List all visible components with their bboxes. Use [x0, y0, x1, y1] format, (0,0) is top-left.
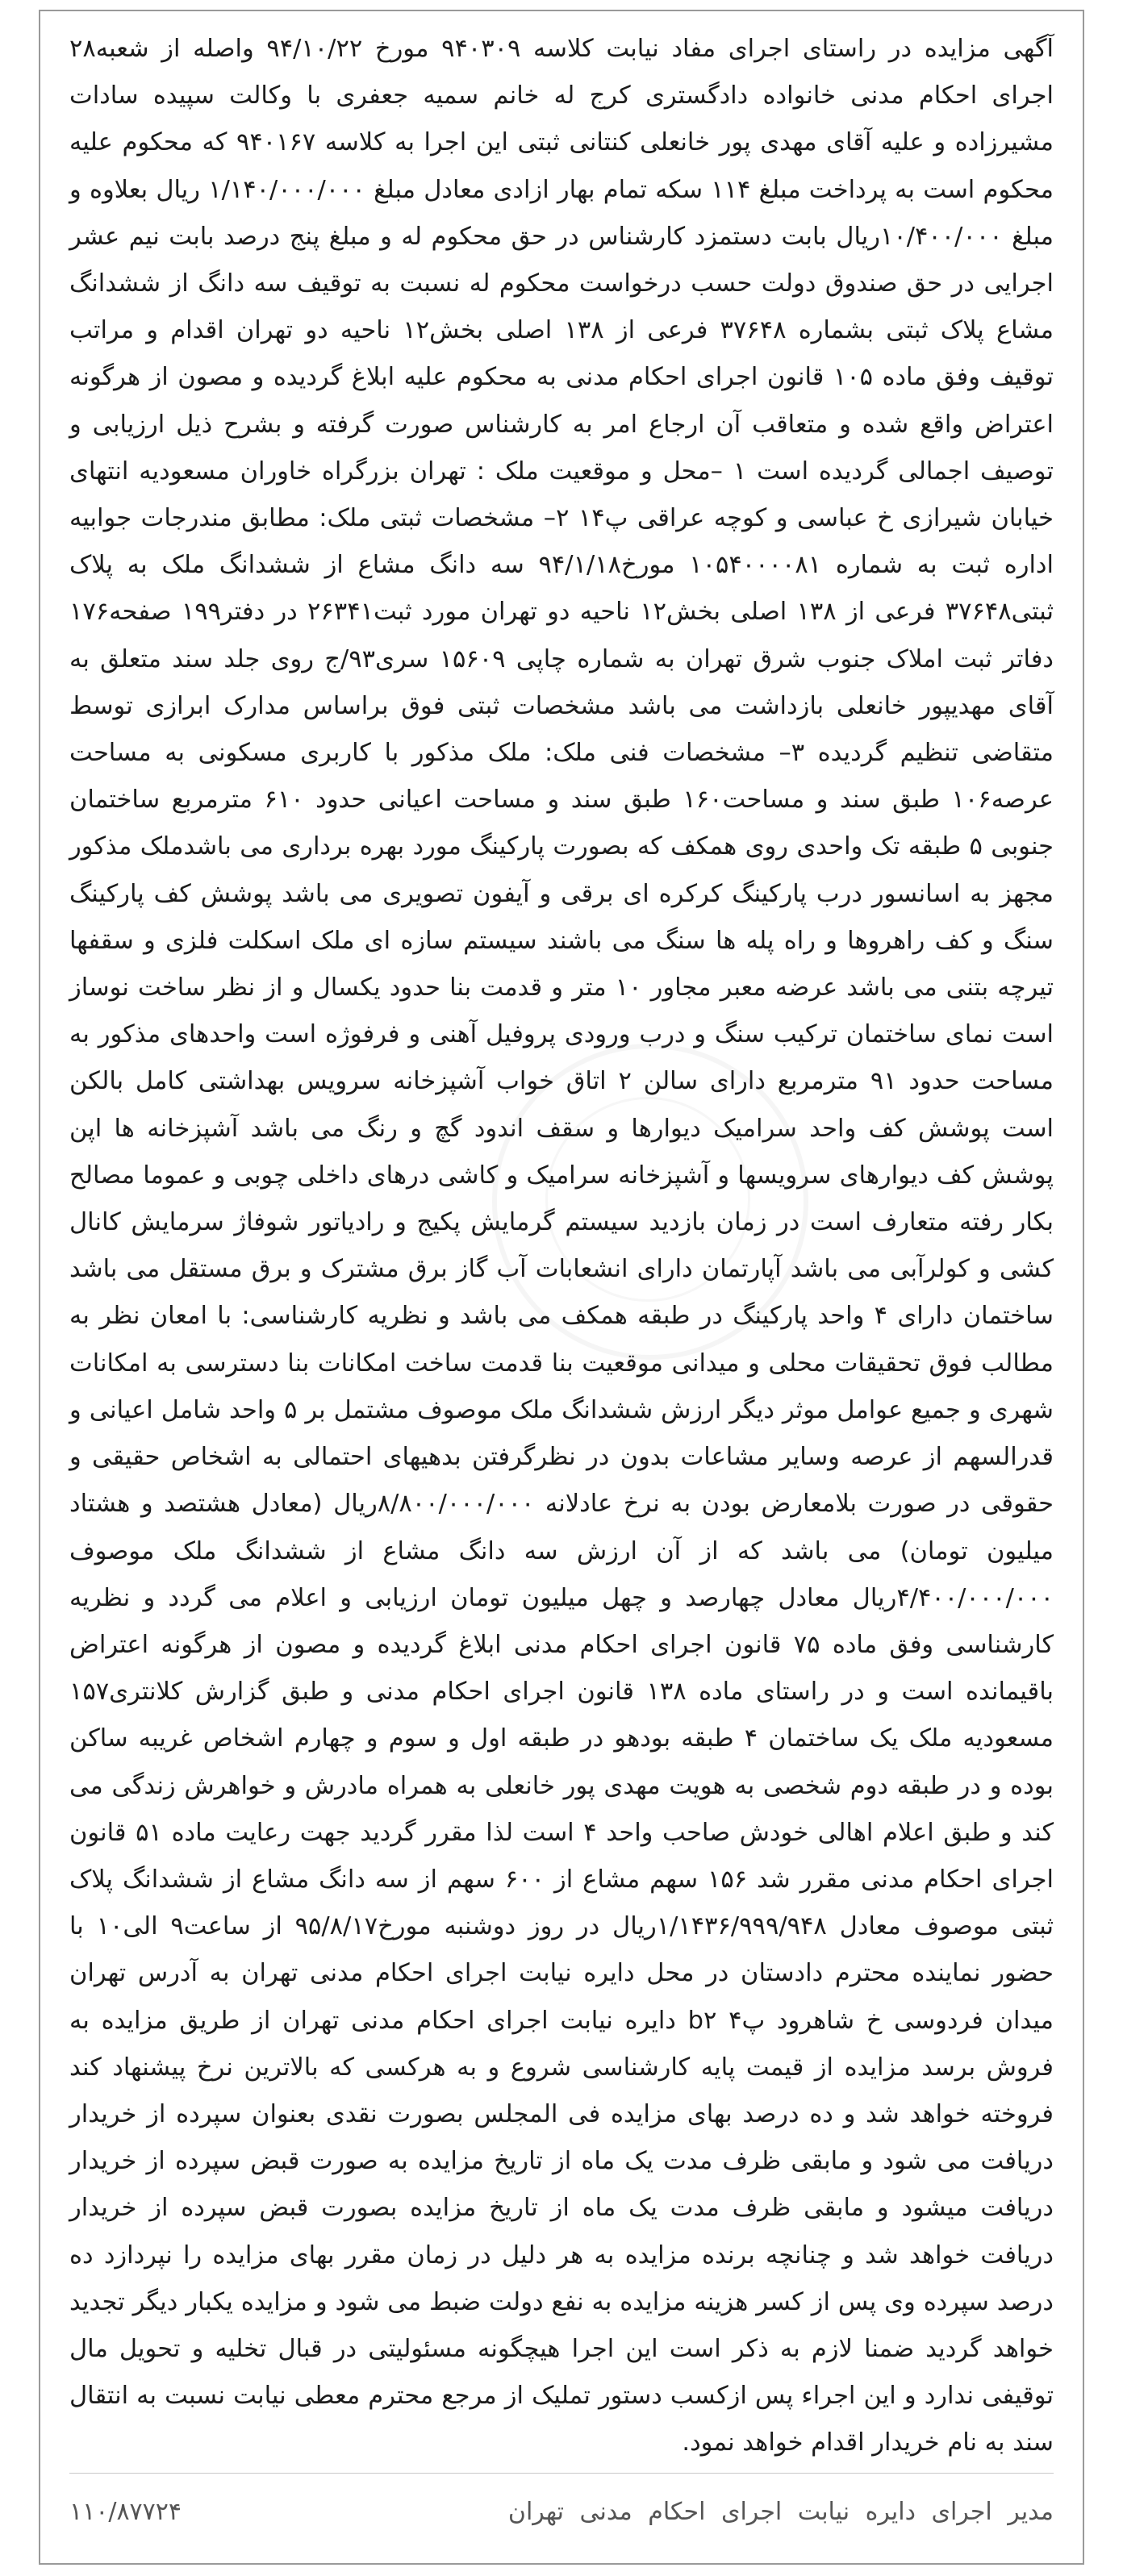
notice-footer [69, 2487, 1054, 2536]
notice-body [69, 26, 1054, 2467]
footer-divider [69, 2473, 1054, 2474]
footer-signature: مدیر اجرای دایره نیابت اجرای احکام مدنی تهران [507, 2497, 1054, 2526]
notice-body-text: آگهی مزایده در راستای اجرای مفاد نیابت کلاسه ۹۴۰۳۰۹ مورخ ۹۴/۱۰/۲۲ واصله از شعبه۲۸ اجرای احکام مدنی خانواده دادگستری کرج له خانم سمیه جعفری با وکالت سپیده سادات مشیرزاده و علیه آقای مهدی پور خانعلی کنتانی ثبتی این اجرا به کلاسه ۹۴۰۱۶۷ که محکوم علیه محکوم است به پرداخت مبلغ ۱۱۴ سکه تمام بهار ازادی معادل مبلغ ۱/۱۴۰/۰۰۰/۰۰۰ ریال بعلاوه و مبلغ ۱۰/۴۰۰/۰۰۰ریال بابت دستمزد کارشناس در حق محکوم له و مبلغ پنج درصد بابت نیم عشر اجرایی در حق صندوق دولت حسب درخواست محکوم له نسبت به توقیف سه دانگ از ششدانگ مشاع پلاک ثبتی بشماره ۳۷۶۴۸ فرعی از ۱۳۸ اصلی بخش۱۲ ناحیه دو تهران اقدام و مراتب توقیف وفق ماده ۱۰۵ قانون اجرای احکام مدنی به محکوم علیه ابلاغ گردیده و مصون از هرگونه اعتراض واقع شده و متعاقب آن ارجاع امر به کارشناس صورت گرفته و بشرح ذیل ارزیابی و توصیف اجمالی گردیده است ۱ –محل و موقعیت ملک : تهران بزرگراه خاوران مسعودیه انتهای خیابان شیرازی خ عباسی و کوچه عراقی پ۱۴ ۲– مشخصات ثبتی ملک: مطابق مندرجات جوابیه اداره ثبت به شماره ۱۰۵۴۰۰۰۰۸۱ مورخ۹۴/۱/۱۸ سه دانگ مشاع از ششدانگ ملک به پلاک ثبتی۳۷۶۴۸ فرعی از ۱۳۸ اصلی بخش۱۲ ناحیه دو تهران مورد ثبت۲۶۳۴۱ در دفتر۱۹۹ صفحه۱۷۶ دفاتر ثبت املاک جنوب شرق تهران به شماره چاپی ۱۵۶۰۹ سری۹۳/ج روی جلد سند متعلق به آقای مهدیپور خانعلی بازداشت می باشد مشخصات ثبتی فوق براساس مدارک ابرازی توسط متقاضی تنظیم گردیده ۳– مشخصات فنی ملک: ملک مذکور با کاربری مسکونی به مساحت عرصه۱۰۶ طبق سند و مساحت۱۶۰ طبق سند و مساحت اعیانی حدود ۶۱۰ مترمربع ساختمان جنوبی ۵ طبقه تک واحدی روی همکف که بصورت پارکینگ مورد بهره برداری می باشدملک مذکور مجهز به اسانسور درب پارکینگ کرکره ای برقی و آیفون تصویری می باشد پوشش کف پارکینگ سنگ و کف راهروها و راه پله ها سنگ می باشند سیستم سازه ای ملک اسکلت فلزی و سقفها تیرچه بتنی می باشد عرضه معبر مجاور ۱۰ متر و قدمت بنا حدود یکسال و از نظر ساخت نوساز است نمای ساختمان ترکیب سنگ و درب ورودی پروفیل آهنی و فرفوژه است واحدهای مذکور به مساحت حدود ۹۱ مترمربع دارای سالن ۲ اتاق خواب آشپزخانه سرویس بهداشتی کامل بالکن است پوشش کف واحد سرامیک دیوارها و سقف اندود گچ و رنگ می باشد آشپزخانه ها اپن پوشش کف دیوارهای سرویسها و آشپزخانه سرامیک و کاشی درهای داخلی چوبی و عموما مصالح بکار رفته متعارف است در زمان بازدید سیستم گرمایش پکیج و رادیاتور شوفاژ سرمایش کانال کشی و کولرآبی می باشد آپارتمان دارای انشعابات آب گاز برق مشترک و برق مستقل می باشد ساختمان دارای ۴ واحد پارکینگ در طبقه همکف می باشد و نظریه کارشناسی: با امعان نظر به مطالب فوق تحقیقات محلی و میدانی موقعیت بنا قدمت ساخت امکانات بنا دسترسی به امکانات شهری و جمیع عوامل موثر دیگر ارزش ششدانگ ملک موصوف مشتمل بر ۵ واحد شامل اعیانی و قدرالسهم از عرصه وسایر مشاعات بدون در نظرگرفتن بدهیهای احتمالی به اشخاص حقیقی و حقوقی در صورت بلامعارض بودن به نرخ عادلانه ۸/۸۰۰/۰۰۰/۰۰۰ریال (معادل هشتصد و هشتاد میلیون تومان) می باشد که از آن ارزش سه دانگ مشاع از ششدانگ ملک موصوف ۴/۴۰۰/۰۰۰/۰۰۰ریال معادل چهارصد و چهل میلیون تومان ارزیابی و اعلام می گردد و نظریه کارشناسی وفق ماده ۷۵ قانون اجرای احکام مدنی ابلاغ گردیده و مصون از هرگونه اعتراض باقیمانده است و در راستای ماده ۱۳۸ قانون اجرای احکام مدنی و طبق گزارش کلانتری۱۵۷ مسعودیه ملک یک ساختمان ۴ طبقه بودهو در طبقه اول و سوم و چهارم اشخاص غریبه ساکن بوده و در طبقه دوم شخصی به هویت مهدی پور خانعلی به همراه مادرش و خواهرش زندگی می کند و طبق اعلام اهالی خودش صاحب واحد ۴ است لذا مقرر گردید جهت رعایت ماده ۵۱ قانون اجرای احکام مدنی مقرر شد ۱۵۶ سهم مشاع از ۶۰۰ سهم از سه دانگ مشاع از ششدانگ پلاک ثبتی موصوف معادل ۱/۱۴۳۶/۹۹۹/۹۴۸ریال در روز دوشنبه مورخ۹۵/۸/۱۷ از ساعت۹ الی۱۰ با حضور نماینده محترم دادستان در محل دایره نیابت اجرای احکام مدنی تهران به آدرس تهران میدان فردوسی خ شاهرود پ۴ b۲ دایره نیابت اجرای احکام مدنی تهران از طریق مزایده به فروش برسد مزایده از قیمت پایه کارشناسی شروع و به هرکسی که بالاترین نرخ پیشنهاد کند فروخته خواهد شد و ده درصد بهای مزایده فی المجلس بصورت نقدی بعنوان سپرده از خریدار دریافت می شود و مابقی ظرف مدت یک ماه از تاریخ مزایده به صورت قبض سپرده از خریدار دریافت میشود و مابقی ظرف مدت یک ماه از تاریخ مزایده بصورت قبض سپرده از خریدار دریافت خواهد شد و چنانچه برنده مزایده به هر دلیل در زمان مقرر بهای مزایده را نپردازد ده درصد سپرده وی پس از کسر هزینه مزایده به نفع دولت ضبط می شود و مزایده یکبار دیگر تجدید خواهد گردید ضمنا لازم به ذکر است این اجرا هیچگونه مسئولیتی در قبال تخلیه و تحویل مال توقیفی ندارد و این اجراء پس ازکسب دستور تملیک از مرجع محترم معطی نیابت نسبت به انتقال سند به نام خریدار اقدام خواهد نمود. [69, 35, 1054, 2457]
notice-frame [39, 10, 1084, 2565]
footer-code: ۱۱۰/۸۷۷۲۴ [69, 2497, 182, 2526]
